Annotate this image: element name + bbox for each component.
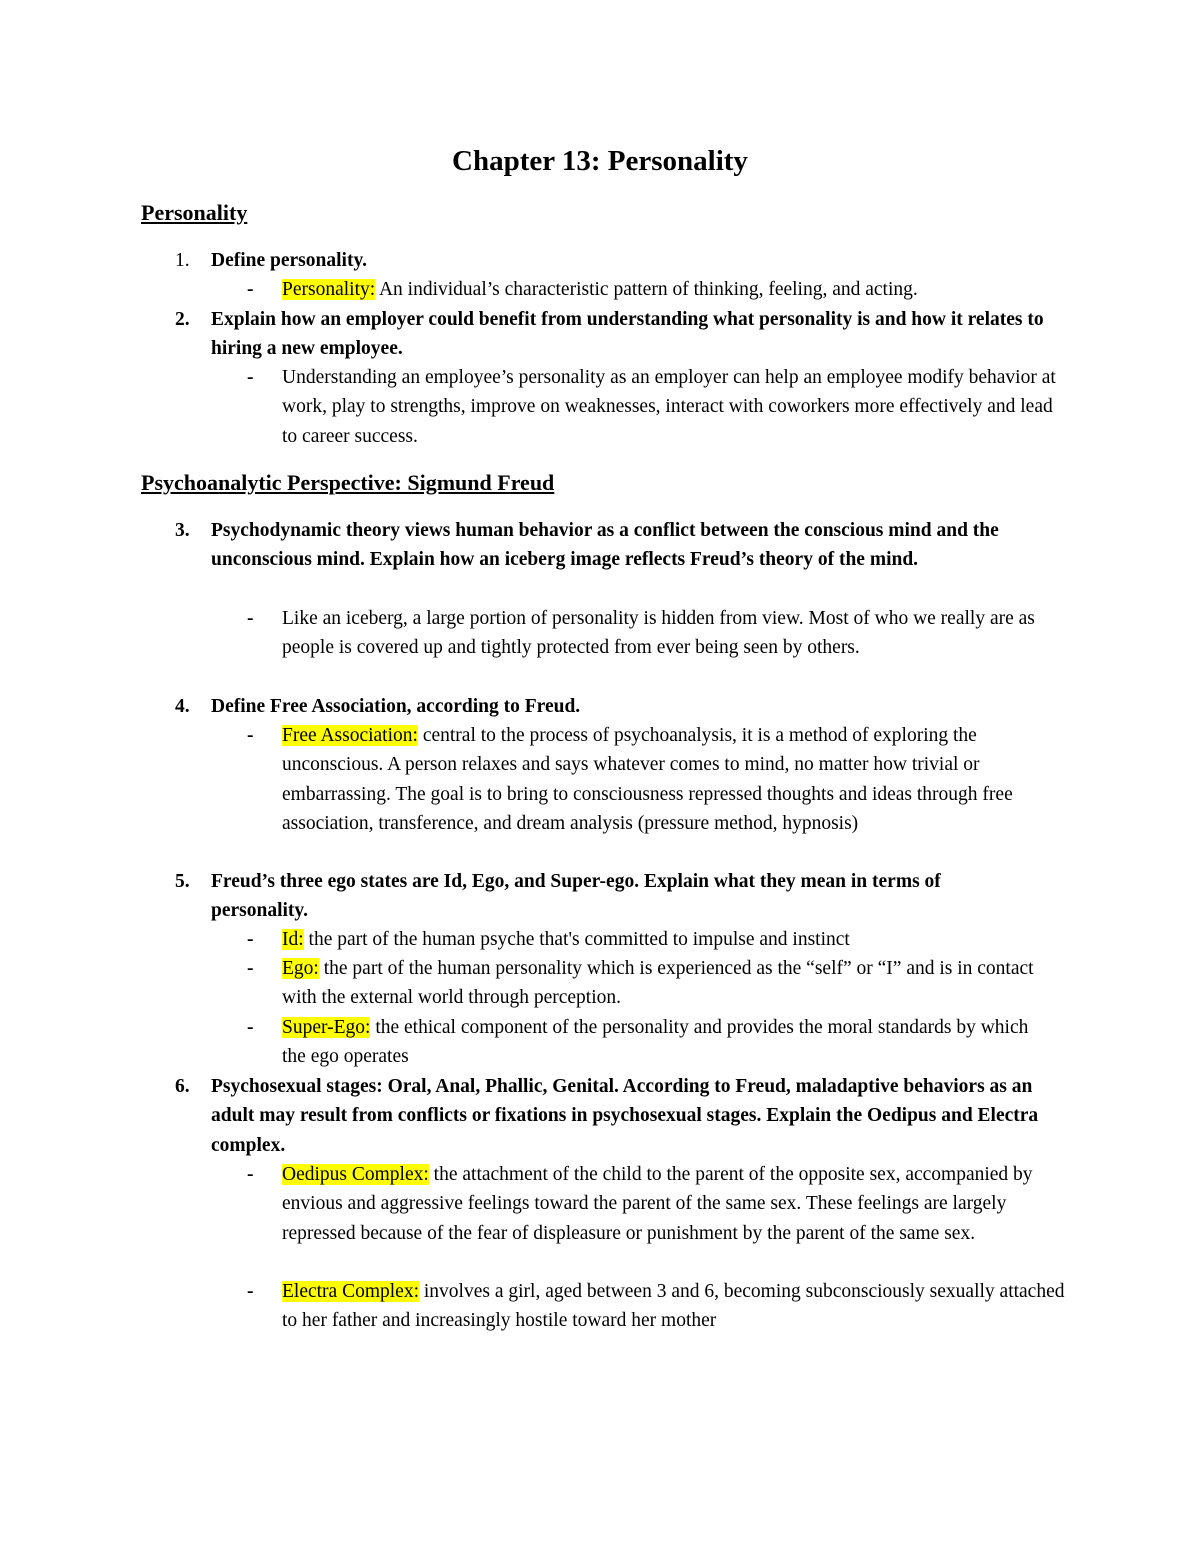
question-number: 3. — [175, 520, 190, 541]
bullet-dash: - — [247, 367, 254, 388]
question-number: 1. — [175, 250, 190, 271]
question-text: Define personality. — [211, 250, 367, 271]
bullet-dash: - — [247, 725, 254, 746]
question-text: Psychodynamic theory views human behavior as a conflict between the conscious mind and the unconscious mind. Explain how an iceberg image reflects Freud’s theory of the mind. — [211, 520, 999, 571]
answer-6-oedipus — [141, 1160, 1051, 1248]
question-number: 4. — [175, 696, 190, 717]
page-title: Chapter 13: Personality — [452, 145, 748, 177]
bullet-dash: - — [247, 608, 254, 629]
highlighted-term: Personality: — [282, 279, 376, 300]
bullet-dash: - — [247, 1281, 254, 1302]
highlighted-term: Free Association: — [282, 725, 418, 746]
question-text: Psychosexual stages: Oral, Anal, Phallic, Genital. According to Freud, maladaptive behaviors as an adult may result from conflicts or fixations in psychosexual stages. Explain the Oedipus and Electra complex. — [211, 1076, 1039, 1156]
section-heading-psychoanalytic: Psychoanalytic Perspective: Sigmund Freud — [141, 470, 555, 495]
highlighted-term: Super-Ego: — [282, 1017, 371, 1038]
answer-text: An individual’s characteristic pattern of thinking, feeling, and acting. — [375, 279, 918, 300]
highlighted-term: Ego: — [282, 958, 319, 979]
answer-text: the part of the human personality which is experienced as the “self” or “I” and is in contact with the external world through perception. — [282, 958, 1034, 1009]
answer-text: Understanding an employee’s personality as an employer can help an employee modify behavior at work, play to strengths, improve on weaknesses, interact with coworkers more effectively and lead to career success. — [282, 367, 1056, 447]
answer-text: the ethical component of the personality and provides the moral standards by which the ego operates — [282, 1017, 1029, 1068]
answer-2 — [141, 363, 1061, 451]
answer-4 — [141, 721, 1071, 839]
question-number: 2. — [175, 309, 190, 330]
answer-5-id — [141, 925, 1081, 954]
answer-5-superego — [141, 1013, 1041, 1072]
question-6 — [141, 1072, 1071, 1160]
question-number: 6. — [175, 1076, 190, 1097]
answer-text: Like an iceberg, a large portion of personality is hidden from view. Most of who we really are as people is covered up and tightly protected from ever being seen by others. — [282, 608, 1035, 659]
question-1 — [141, 246, 1081, 275]
answer-3 — [141, 604, 1051, 663]
question-3 — [141, 516, 1041, 575]
bullet-dash: - — [247, 929, 254, 950]
question-text: Freud’s three ego states are Id, Ego, and Super-ego. Explain what they mean in terms of personality. — [211, 871, 941, 922]
bullet-dash: - — [247, 1017, 254, 1038]
question-number: 5. — [175, 871, 190, 892]
highlighted-term: Id: — [282, 929, 304, 950]
answer-text: the part of the human psyche that's committed to impulse and instinct — [303, 929, 850, 950]
answer-6-electra — [141, 1277, 1081, 1336]
question-5 — [141, 867, 1041, 926]
answer-text: central to the process of psychoanalysis, it is a method of exploring the unconscious. A person relaxes and says whatever comes to mind, no matter how trivial or embarrassing. The goal is to bring to consciousness repressed thoughts and ideas through free association, transference, and dream analysis (pressure method, hypnosis) — [282, 725, 1013, 835]
question-4 — [141, 692, 1081, 721]
answer-1 — [141, 275, 1081, 304]
bullet-dash: - — [247, 958, 254, 979]
bullet-dash: - — [247, 1164, 254, 1185]
question-2 — [141, 305, 1081, 364]
section-heading-personality: Personality — [141, 200, 248, 225]
answer-5-ego — [141, 954, 1061, 1013]
question-text: Define Free Association, according to Freud. — [211, 696, 581, 717]
question-text: Explain how an employer could benefit from understanding what personality is and how it relates to hiring a new employee. — [211, 309, 1044, 360]
answer-text: the attachment of the child to the parent of the opposite sex, accompanied by envious and aggressive feelings toward the parent of the same sex. These feelings are largely repressed because of the fear of displeasure or punishment by the parent of the same sex. — [282, 1164, 1033, 1244]
bullet-dash: - — [247, 279, 254, 300]
answer-text: involves a girl, aged between 3 and 6, becoming subconsciously sexually attached to her father and increasingly hostile toward her mother — [282, 1281, 1065, 1332]
highlighted-term: Electra Complex: — [282, 1281, 419, 1302]
highlighted-term: Oedipus Complex: — [282, 1164, 429, 1185]
